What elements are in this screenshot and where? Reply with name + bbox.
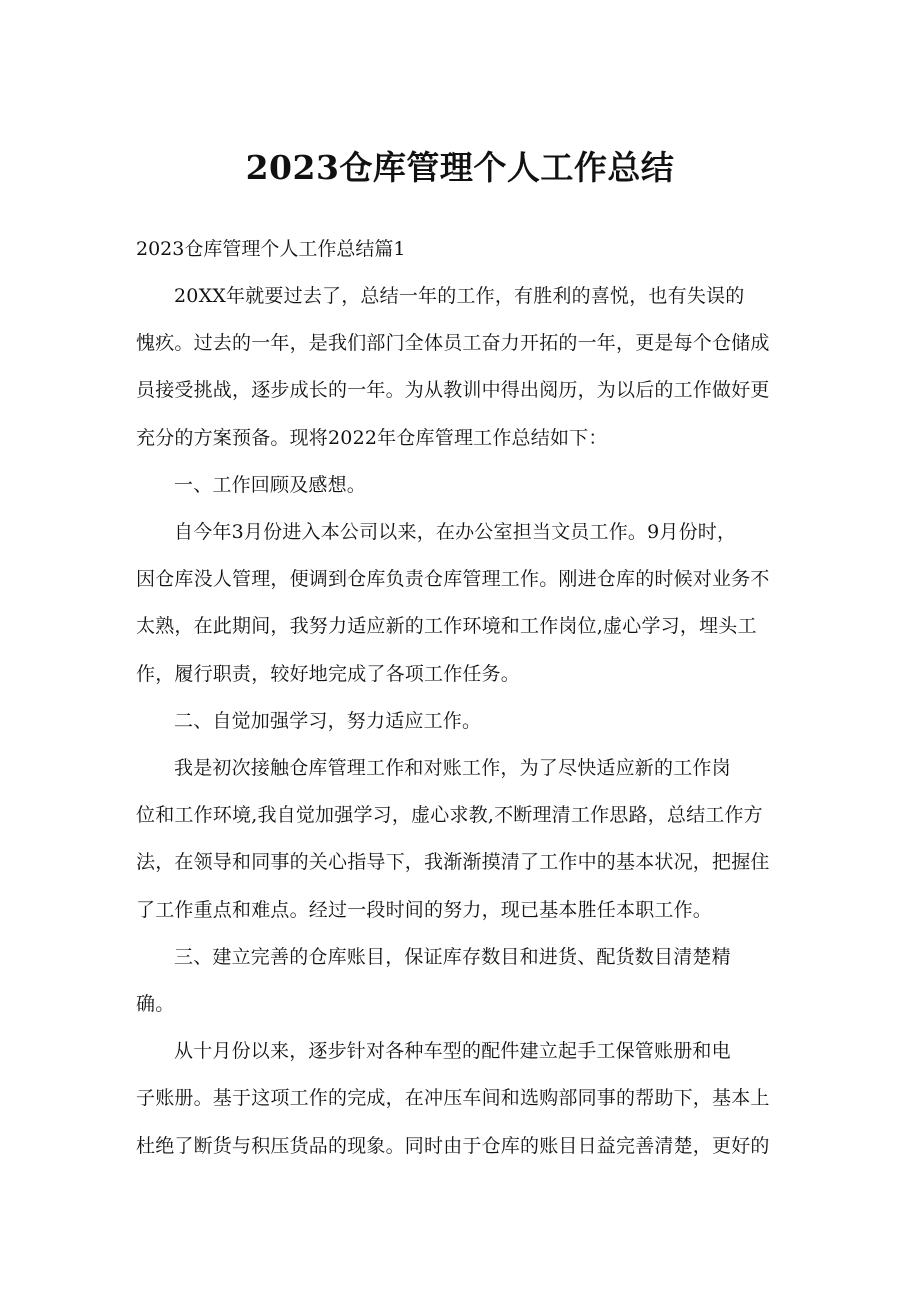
- body-paragraph: [136, 934, 792, 1028]
- paragraph-line: 法，在领导和同事的关心指导下，我渐渐摸清了工作中的基本状况，把握住: [136, 851, 770, 874]
- body-paragraph: [136, 745, 792, 934]
- paragraph-line: 三、建立完善的仓库账目，保证库存数目和进货、配货数目清楚精: [174, 945, 731, 968]
- document-body: [136, 273, 792, 1170]
- body-paragraph: [136, 462, 792, 509]
- paragraph-line: 充分的方案预备。现将2022年仓库管理工作总结如下：: [136, 426, 608, 449]
- paragraph-line: 20XX年就要过去了，总结一年的工作，有胜利的喜悦，也有失误的: [174, 285, 745, 307]
- document-subtitle: 2023仓库管理个人工作总结篇1: [136, 238, 406, 260]
- body-paragraph: [136, 1028, 792, 1170]
- body-paragraph: [136, 509, 792, 698]
- paragraph-line: 了工作重点和难点。经过一段时间的努力，现已基本胜任本职工作。: [136, 898, 713, 921]
- paragraph-line: 位和工作环境,我自觉加强学习，虚心求教,不断理清工作思路，总结工作方: [136, 804, 763, 827]
- paragraph-line: 从十月份以来，逐步针对各种车型的配件建立起手工保管账册和电: [174, 1040, 731, 1063]
- paragraph-line: 愧疚。过去的一年，是我们部门全体员工奋力开拓的一年，更是每个仓储成: [136, 332, 770, 355]
- paragraph-line: 子账册。基于这项工作的完成，在冲压车间和选购部同事的帮助下，基本上: [136, 1087, 770, 1110]
- paragraph-line: 确。: [136, 993, 175, 1016]
- paragraph-line: 我是初次接触仓库管理工作和对账工作，为了尽快适应新的工作岗: [174, 757, 731, 780]
- paragraph-line: 杜绝了断货与积压货品的现象。同时由于仓库的账目日益完善清楚，更好的: [136, 1134, 770, 1157]
- body-paragraph: [136, 273, 792, 462]
- paragraph-line: 太熟，在此期间，我努力适应新的工作环境和工作岗位,虚心学习，埋头工: [136, 615, 757, 638]
- paragraph-line: 一、工作回顾及感想。: [174, 473, 367, 496]
- paragraph-line: 自今年3月份进入本公司以来，在办公室担当文员工作。9月份时，: [174, 521, 737, 544]
- paragraph-line: 二、自觉加强学习，努力适应工作。: [174, 709, 482, 732]
- paragraph-line: 因仓库没人管理，便调到仓库负责仓库管理工作。刚进仓库的时候对业务不: [136, 568, 770, 591]
- paragraph-line: 员接受挑战，逐步成长的一年。为从教训中得出阅历，为以后的工作做好更: [136, 379, 770, 402]
- body-paragraph: [136, 698, 792, 745]
- document-title: 2023仓库管理个人工作总结: [245, 148, 675, 187]
- paragraph-line: 作，履行职责，较好地完成了各项工作任务。: [136, 662, 521, 685]
